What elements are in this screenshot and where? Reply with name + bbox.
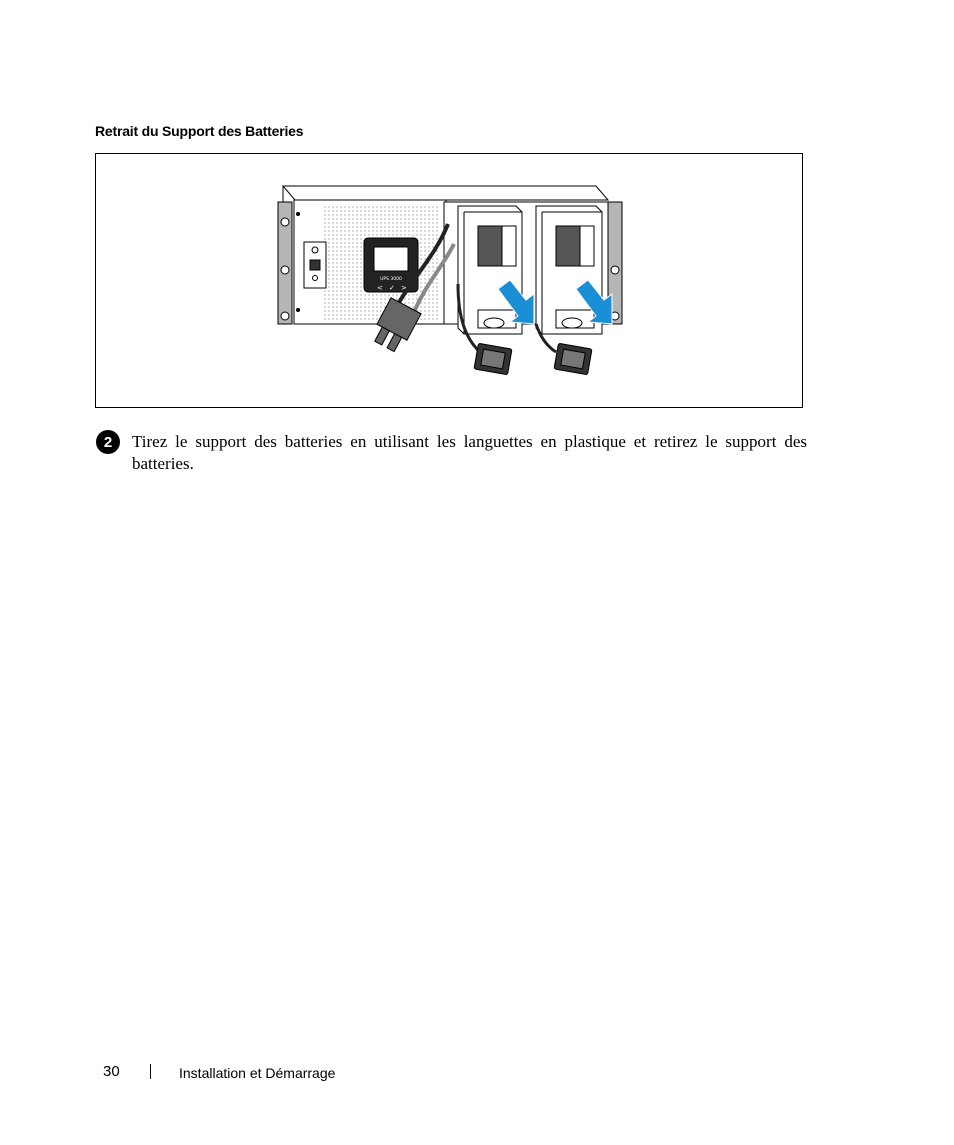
chassis-top — [283, 186, 608, 200]
step-number-badge: 2 — [96, 430, 120, 454]
battery-label — [478, 226, 502, 266]
battery-connector-right — [554, 343, 592, 375]
rack-screw-icon — [611, 266, 619, 274]
rack-screw-icon — [281, 312, 289, 320]
rack-screw-icon — [281, 266, 289, 274]
rack-screw-icon — [281, 218, 289, 226]
step-instruction: Tirez le support des batteries en utilisant les languettes en plastique et retirez le support des batteries. — [132, 432, 807, 473]
figure-frame — [95, 153, 803, 408]
page-number: 30 — [103, 1063, 120, 1080]
running-footer: Installation et Démarrage — [179, 1065, 336, 1081]
battery-label — [556, 226, 580, 266]
footer-divider — [150, 1064, 151, 1079]
left-arrow-button-icon: < — [377, 284, 383, 292]
lcd-screen — [374, 247, 408, 271]
right-arrow-button-icon: > — [401, 284, 407, 292]
display-label: UPS 3000 — [380, 277, 402, 282]
battery-connector-left — [474, 343, 512, 375]
figure-caption: Retrait du Support des Batteries — [95, 123, 304, 139]
ups-battery-removal-illustration — [96, 154, 802, 407]
check-button-icon: ✓ — [389, 284, 395, 292]
